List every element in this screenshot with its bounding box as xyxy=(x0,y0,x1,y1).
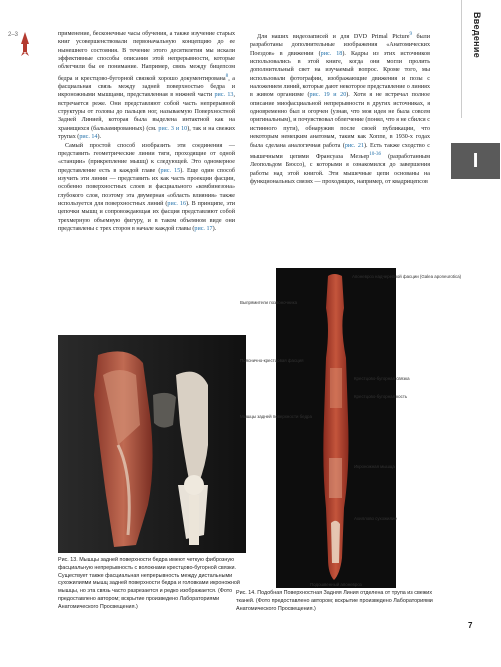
label-gastrocnemius: Икроножная мышца xyxy=(354,464,395,469)
figure-13-caption: Рис. 13. Мышцы задней поверхности бедра имеют четкую фиброзную фасциальную непрерывность с волокнами крестцово-бугорной связки. Существует также фасциальная непрерывность между дистальными сухожилиями мышц задней поверхности бедра и головками икроножной мышцы, но эта связь часто разрезается и редко изображается. (Фото предоставлено автором; вскрытие произведено Лабораториями Анатомического Просвещения.) xyxy=(58,557,240,610)
page-number: 7 xyxy=(468,621,473,630)
label-thoracolumbar: Пояснично-крестцовая фасция xyxy=(240,358,304,363)
label-scalp: Апоневроз надчерепной фасции (Galea aponeurotica) xyxy=(352,274,462,279)
footnote-ref[interactable]: 8 xyxy=(225,72,229,79)
text-span: ). Еще один способ изучить эти линии — представить их как часть проекции фасции, особенно поверхностных слоев и фасциального «комбинезона» глубокого слоя, поэтому эта двумерная «область влияния» также используется для поверхностных линий ( xyxy=(58,167,235,207)
text-span: ). xyxy=(212,225,217,232)
text-span: были разработаны дополнительные изображения «Анатомических Поездов» в движении ( xyxy=(250,34,430,57)
text-span: (разработанным Леопольдом Бюссо), с которыми я ознакомился до завершения работы над этой книгой. Эти мышечные цепи основаны на функциональных связях — проходящих, например, от квадрицепсов xyxy=(250,153,430,185)
text-span: , а фасциальная связь между задней поверхностью бедра и икроножными мышцами, представленная в нижней части xyxy=(58,75,235,99)
figure-ref-link[interactable]: рис. 13 xyxy=(214,92,234,99)
figure-ref-link[interactable]: рис. 17 xyxy=(194,225,213,232)
text-span: применение, бесконечные часы обучения, а также изучение старых книг усовершенствовали первоначальную концепцию до ее нынешнего состояния. В течение этого десятилетия мы искали эффективные способы описания этой непрерывности, которые облегчили бы ее понимание. Например, связь между бицепсом бедра и крестцово-бугорной связкой хорошо документирована xyxy=(58,31,235,82)
label-sacrotuberous: Крестцово-бугорная связка xyxy=(354,376,410,381)
text-span: , встречается реже. Они представляют собой часть непрерывной структуры от головы до пальцев ног, называемую Поверхностной Задней Линией, которая была выделена интактной как на хранящихся (бальзамированных) (см. xyxy=(58,92,236,132)
paragraph xyxy=(58,142,235,234)
figure-13-photo xyxy=(58,335,246,553)
label-erector: Выпрямители позвоночника xyxy=(240,300,298,305)
footnote-ref[interactable]: 10-36 xyxy=(369,150,382,157)
section-tab xyxy=(461,0,501,118)
text-span: ). В принципе, эти цепочки мышц и сопровождающая их фасция представляют собой трехмерную объемную фигуру, и в таком объемном виде они представлены с трех сторон в начале каждой главы ( xyxy=(58,200,235,232)
label-ischial: Крестцово-бугорная кость xyxy=(354,394,408,399)
chapter-tab-label: I xyxy=(472,149,479,172)
paragraph xyxy=(58,30,235,142)
figure-14-caption: Рис. 14. Подобная Поверхностная Задняя Линия отделена от трупа из свежих тканей. (Фото предоставлено автором; вскрытие произведено Лабораториями Анатомического Просвещения.) xyxy=(236,590,433,612)
figure-ref-link[interactable]: рис. 21 xyxy=(344,142,364,149)
figure-ref-link[interactable]: рис. 15 xyxy=(160,167,181,174)
text-span: ), так и на свежих трупах ( xyxy=(58,125,235,141)
text-span: Для наших видеозаписей и для DVD Primal Picture xyxy=(257,34,410,41)
svg-text:2–3: 2–3 xyxy=(8,32,19,38)
label-hamstrings: Мышцы задней поверхности бедра xyxy=(240,414,312,419)
figure-ref-link[interactable]: рис. 3 и 10 xyxy=(158,125,188,132)
label-plantar: Подошвенный апоневроз xyxy=(310,582,362,587)
left-text-column xyxy=(58,30,235,233)
text-span: ). xyxy=(97,134,102,141)
right-text-column xyxy=(250,30,430,186)
text-span: Самый простой способ изобразить эти соединения — представить геометрические линии тяги, проходящие от одной «станции» (прикрепление мышц) к следующей. Это одномерное представление есть в каждой главе ( xyxy=(58,142,235,174)
text-span: ). Кадры из этих источников использовались в этой книге, когда они могли пролить дополнительный свет на изучаемый вопрос. Кроме того, мы использовали фотографии, изображающие движения и позы с наложением линий, которые дают некоторое представление о линиях в живом организме ( xyxy=(250,50,430,99)
figure-ref-link[interactable]: рис. 18 xyxy=(320,50,343,57)
paragraph xyxy=(250,30,430,186)
section-tab-label: Введение xyxy=(472,12,482,59)
figure-ref-link[interactable]: рис. 16 xyxy=(167,200,187,207)
figure-ref-link[interactable]: рис. 14 xyxy=(79,134,98,141)
rocket-corner-icon xyxy=(8,28,34,58)
chapter-tab xyxy=(451,143,500,179)
figure-ref-link[interactable]: рис. 19 и 20 xyxy=(309,92,347,99)
text-span: ). Хотя я не встречал полное описание миофасциальной непрерывности в других источниках, я одновременно был и огорчен (узнав, что моя идея не была совсем оригинальным), и почувствовал облегчение (понял, что я не сбился с истинного пути), обнаружив после своей публикации, что некоторым немецким анатомам, таким как Хоппе, в 1930-х годах была сделана аналогичная работа ( xyxy=(250,92,430,149)
figure-14-photo xyxy=(236,268,462,588)
label-achilles: Ахиллово сухожилие xyxy=(354,516,397,521)
text-span: ). Есть также сходство с мышечными цепями Франсуаза Мезьер xyxy=(250,142,431,160)
footnote-ref[interactable]: 9 xyxy=(409,31,413,37)
